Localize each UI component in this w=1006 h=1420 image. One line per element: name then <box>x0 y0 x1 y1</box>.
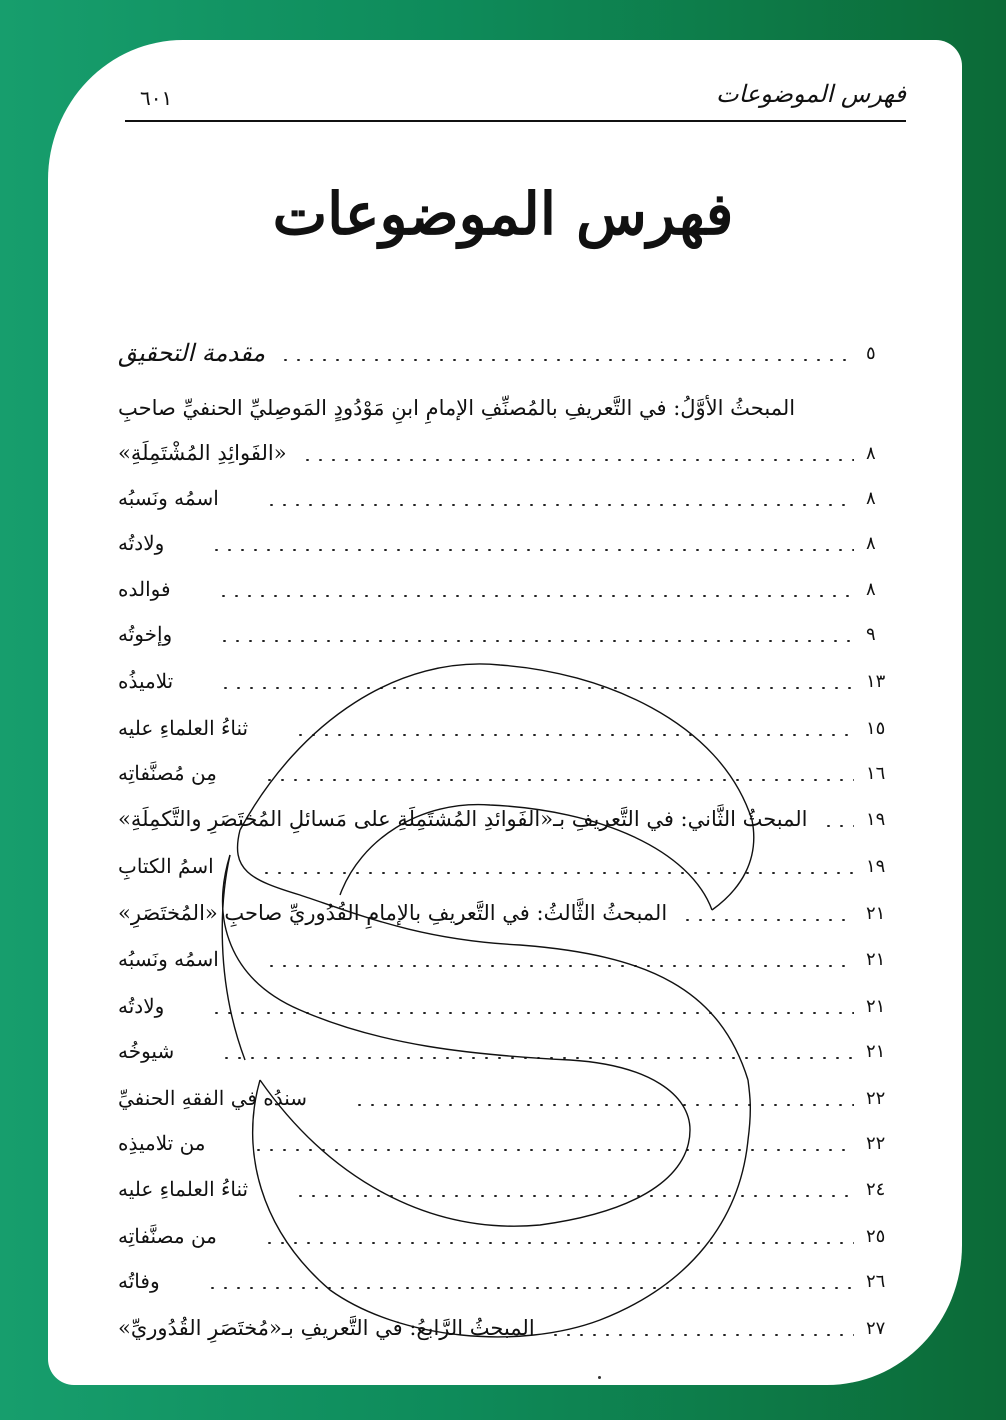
toc-entry[interactable] <box>118 942 906 976</box>
toc-entry-label: اسمُه ونَسبُه <box>118 486 219 510</box>
toc-entry-intro[interactable] <box>118 336 906 370</box>
toc-entry[interactable] <box>118 1219 906 1253</box>
toc-entry-label: «الفَوائِدِ المُشْتَمِلَةِ» <box>118 441 287 465</box>
dot-leader <box>219 687 854 689</box>
toc-entry-label: اسمُ الكتابِ <box>118 854 214 878</box>
toc-entry[interactable] <box>118 664 906 698</box>
dot-leader <box>210 549 854 551</box>
toc-entry-label: المبحثُ الثَّاني: في التَّعريفِ بـ«الفَوائدِ المُشتَمِلَةِ على مَسائلِ المُختَصَرِ والتَّكمِلَةِ» <box>118 807 808 831</box>
toc-entry-page: ١٩ <box>866 855 886 877</box>
toc-entry[interactable] <box>118 849 906 883</box>
dot-leader <box>218 640 854 642</box>
toc-entry[interactable] <box>118 1081 906 1115</box>
dot-leader <box>681 919 854 921</box>
dot-leader <box>549 1334 854 1336</box>
toc-entry-heading-4[interactable] <box>118 1311 906 1345</box>
toc-entry-label: ثناءُ العلماءِ عليه <box>118 1177 249 1201</box>
dot-leader <box>252 1149 854 1151</box>
toc-entry[interactable] <box>118 572 906 606</box>
toc-entry-label: مِن مُصنَّفاتِه <box>118 761 217 785</box>
toc-entry[interactable] <box>118 1034 906 1068</box>
toc-entry-label: المبحثُ الرَّابعُ: في التَّعريفِ بـ«مُختَصَرِ القُدُوريِّ» <box>118 1316 535 1340</box>
toc-entry-label: المبحثُ الأوَّلُ: في التَّعريفِ بالمُصنِّفِ الإمامِ ابنِ مَوْدُودٍ المَوصِليِّ الحنفيِّ صاحبِ <box>118 396 796 420</box>
toc-entry[interactable] <box>118 1264 906 1298</box>
toc-entry-label: من مصنَّفاتِه <box>118 1224 217 1248</box>
dot-leader <box>294 734 854 736</box>
toc-entry-label: ثناءُ العلماءِ عليه <box>118 716 249 740</box>
toc-entry-page: ٨ <box>866 532 876 554</box>
toc-entry-page: ٢١ <box>866 948 886 970</box>
toc-entry-label: فوالده <box>118 577 171 601</box>
toc-entry-page: ٨ <box>866 487 876 509</box>
toc-entry-page: ٢٢ <box>866 1132 886 1154</box>
running-title: فهرس الموضوعات <box>716 80 906 108</box>
dot-leader <box>263 779 854 781</box>
toc-entry-page: ٢٤ <box>866 1178 886 1200</box>
toc-entry-label: تلاميذُه <box>118 669 174 693</box>
toc-entry-page: ٢١ <box>866 1040 886 1062</box>
dot-leader <box>301 459 854 461</box>
toc-entry[interactable] <box>118 756 906 790</box>
page-number: ٦٠١ <box>140 86 173 110</box>
toc-entry[interactable] <box>118 1172 906 1206</box>
toc-entry-page: ١٥ <box>866 717 886 739</box>
dot-leader <box>265 965 854 967</box>
toc-entry[interactable] <box>118 1126 906 1160</box>
toc-entry-page: ٢٦ <box>866 1270 886 1292</box>
dot-leader <box>206 1287 854 1289</box>
toc-entry-label: ولادتُه <box>118 994 165 1018</box>
toc-entry-label: اسمُه ونَسبُه <box>118 947 219 971</box>
toc-entry-label: شيوخُه <box>118 1039 175 1063</box>
toc-entry-heading-3[interactable] <box>118 896 906 930</box>
toc-entry-label: وفاتُه <box>118 1269 160 1293</box>
page-title: فهرس الموضوعات <box>272 180 734 248</box>
toc-entry-label: المبحثُ الثَّالثُ: في التَّعريفِ بالإمامِ القُدُوريِّ صاحبِ «المُختَصَرِ» <box>118 901 668 925</box>
dot-leader <box>210 1012 854 1014</box>
dot-leader <box>263 1242 854 1244</box>
footer-mark <box>598 1376 601 1379</box>
toc-entry[interactable] <box>118 711 906 745</box>
dot-leader <box>217 595 854 597</box>
toc-entry-page: ٢٥ <box>866 1225 886 1247</box>
toc-entry[interactable] <box>118 989 906 1023</box>
toc-entry-label: وإخوتُه <box>118 622 173 646</box>
toc-entry-page: ١٣ <box>866 670 886 692</box>
toc-entry-page: ٨ <box>866 578 876 600</box>
toc-entry-label: من تلاميذِه <box>118 1131 206 1155</box>
dot-leader <box>294 1195 854 1197</box>
toc-entry-heading-1-line1[interactable] <box>118 391 906 425</box>
toc-entry[interactable] <box>118 481 906 515</box>
toc-entry[interactable] <box>118 617 906 651</box>
toc-entry-label: ولادتُه <box>118 531 165 555</box>
toc-entry-page: ٩ <box>866 623 876 645</box>
dot-leader <box>220 1057 854 1059</box>
toc-entry-label: سندُه في الفقهِ الحنفيِّ <box>118 1086 308 1110</box>
toc-entry-label: مقدمة التحقيق <box>118 339 266 367</box>
dot-leader <box>279 359 854 361</box>
toc-entry-heading-1[interactable] <box>118 436 906 470</box>
toc-entry-page: ٥ <box>866 342 876 364</box>
toc-entry-page: ٢١ <box>866 902 886 924</box>
toc-entry-page: ٢٧ <box>866 1317 886 1339</box>
dot-leader <box>353 1104 854 1106</box>
dot-leader <box>265 504 854 506</box>
toc-entry-page: ٢١ <box>866 995 886 1017</box>
toc-entry-page: ٢٢ <box>866 1087 886 1109</box>
toc-entry-page: ١٩ <box>866 808 886 830</box>
dot-leader <box>260 872 854 874</box>
toc-entry-heading-2[interactable] <box>118 802 906 836</box>
toc-entry[interactable] <box>118 526 906 560</box>
dot-leader <box>822 825 854 827</box>
toc-entry-page: ١٦ <box>866 762 886 784</box>
toc-entry-page: ٨ <box>866 442 876 464</box>
